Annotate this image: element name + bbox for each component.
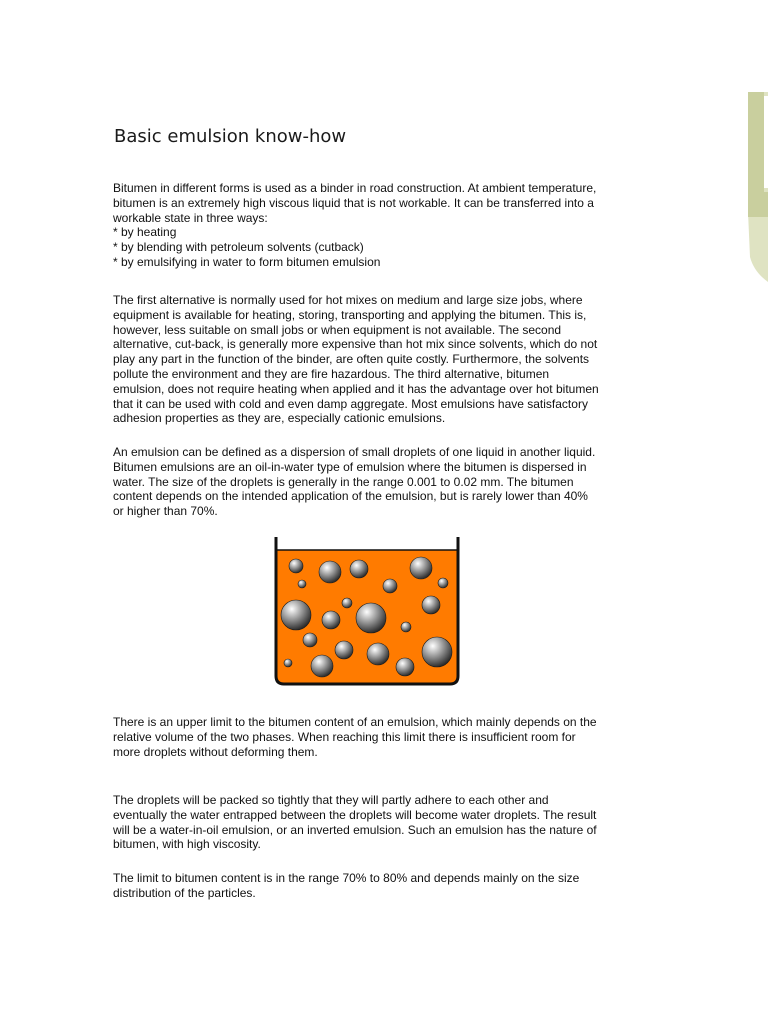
page-edge-decoration <box>740 92 768 282</box>
text-line: * by heating <box>113 225 177 240</box>
text-line: The limit to bitumen content is in the range 70% to 80% and depends mainly on the size <box>113 871 580 885</box>
paragraph-upper-limit <box>113 715 633 759</box>
text-line: alternative, cut-back, is generally more expensive than hot mix since solvents, which do not <box>113 337 598 352</box>
text-line: content depends on the intended application of the emulsion, but is rarely lower than 40% <box>113 489 588 504</box>
bitumen-droplet <box>422 596 440 614</box>
text-line: adhesion properties as they are, especially cationic emulsions. <box>113 411 446 426</box>
text-line: relative volume of the two phases. When reaching this limit there is insufficient room for <box>113 729 576 744</box>
bitumen-droplet <box>410 557 432 579</box>
bitumen-droplet <box>356 603 386 633</box>
text-line: play any part in the function of the binder, are often quite costly. Furthermore, the solvents <box>113 352 590 367</box>
text-line: The droplets will be packed so tightly that they will partly adhere to each other and <box>113 793 549 807</box>
text-line: distribution of the particles. <box>113 885 256 900</box>
bitumen-droplet <box>289 559 303 573</box>
text-line: workable state in three ways: <box>113 210 268 225</box>
bitumen-droplet <box>319 561 341 583</box>
text-line: bitumen, with high viscosity. <box>113 837 261 852</box>
bitumen-droplet <box>311 655 333 677</box>
decoration-window <box>764 96 768 188</box>
text-line: emulsion, does not require heating when applied and it has the advantage over hot bitumen <box>113 381 599 396</box>
text-line: An emulsion can be defined as a dispersion of small droplets of one liquid in another liquid. <box>113 445 596 459</box>
bitumen-droplet <box>438 578 448 588</box>
bitumen-droplet <box>350 560 368 578</box>
bitumen-droplet <box>383 579 397 593</box>
text-line: Bitumen emulsions are an oil-in-water type of emulsion where the bitumen is dispersed in <box>113 459 587 474</box>
text-line: or higher than 70%. <box>113 504 218 519</box>
text-line: pollute the environment and they are fire hazardous. The third alternative, bitumen <box>113 366 550 381</box>
text-line: bitumen is an extremely high viscous liquid that is not workable. It can be transferred into a <box>113 195 594 210</box>
bitumen-droplet <box>298 580 306 588</box>
text-line: eventually the water entrapped between the droplets will become water droplets. The result <box>113 807 597 822</box>
text-line: that it can be used with cold and even damp aggregate. Most emulsions have satisfactory <box>113 396 588 411</box>
bitumen-droplet <box>284 659 292 667</box>
text-line: will be a water-in-oil emulsion, or an inverted emulsion. Such an emulsion has the nature of <box>113 822 597 837</box>
text-line: Bitumen in different forms is used as a binder in road construction. At ambient temperature, <box>113 181 597 195</box>
bitumen-droplet <box>342 598 352 608</box>
text-line: There is an upper limit to the bitumen content of an emulsion, which mainly depends on the <box>113 715 597 729</box>
text-line: more droplets without deforming them. <box>113 744 318 759</box>
bitumen-droplet <box>303 633 317 647</box>
text-line: The first alternative is normally used for hot mixes on medium and large size jobs, where <box>113 293 583 307</box>
bitumen-droplet <box>396 658 414 676</box>
text-line: water. The size of the droplets is generally in the range 0.001 to 0.02 mm. The bitumen <box>113 474 574 489</box>
bitumen-droplet <box>401 622 411 632</box>
bitumen-droplet <box>281 600 311 630</box>
paragraph-definition <box>113 445 633 519</box>
bitumen-droplet <box>367 643 389 665</box>
emulsion-beaker-illustration <box>270 534 466 690</box>
paragraph-limit-range <box>113 871 633 901</box>
bitumen-droplet <box>335 641 353 659</box>
paragraph-alternatives <box>113 293 633 426</box>
text-line: * by emulsifying in water to form bitumen emulsion <box>113 254 381 269</box>
text-line: however, less suitable on small jobs or when equipment is not available. The second <box>113 322 562 337</box>
page-title: Basic emulsion know-how <box>114 126 347 147</box>
paragraph-intro <box>113 181 633 270</box>
paragraph-inversion <box>113 793 633 852</box>
text-line: equipment is available for heating, storing, transporting and applying the bitumen. This is, <box>113 307 587 322</box>
bitumen-droplet <box>322 611 340 629</box>
bitumen-droplet <box>422 637 452 667</box>
text-line: * by blending with petroleum solvents (cutback) <box>113 240 364 255</box>
